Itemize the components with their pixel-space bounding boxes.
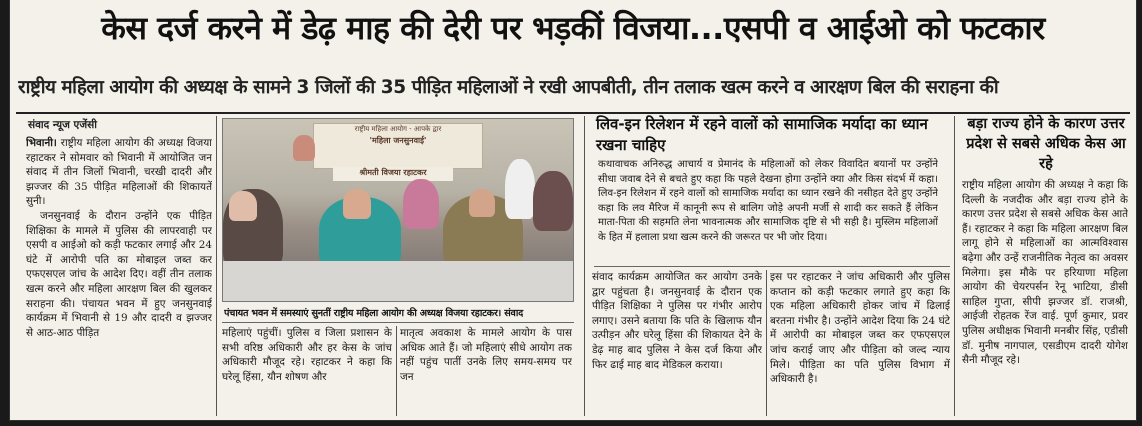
poster-portrait: [293, 135, 315, 161]
column-divider: [216, 116, 217, 416]
newspaper-clipping: [10, 0, 1136, 420]
column-2: महिलाएं पहुंचीं। पुलिस व जिला प्रशासन के सभी वरिष्ठ अधिकारी और हर केस के जांच अधिकारी मौजूद रहे। रहाटकर ने कहा कि घरेलू हिंसा, यौन शोषण और: [222, 327, 392, 383]
speaker-face: [343, 189, 371, 219]
meeting-table: [223, 261, 574, 302]
caption-rule: [222, 322, 574, 323]
photo-banner: [313, 123, 483, 169]
banner-line-1: राष्ट्रीय महिला आयोग - आपके द्वार: [354, 125, 442, 133]
column-3: मातृत्व अवकाश के मामले आयोग के पास अधिक आते हैं। जो महिलाएं सीधे आयोग तक नहीं पहुंच पातीं उनके लिए समय-समय पर जन: [400, 327, 572, 383]
headline: केस दर्ज करने में डेढ़ माह की देरी पर भड़कीं विजया...एसपी व आईओ को फटकार: [101, 9, 1045, 47]
column-1: [26, 136, 212, 418]
photo-caption: पंचायत भवन में समस्याएं सुनतीं राष्ट्रीय महिला आयोग की अध्यक्ष विजया रहाटकर। संवाद: [224, 308, 524, 319]
person-white: [505, 159, 535, 219]
dateline: भिवानी।: [26, 137, 57, 149]
column-divider: [954, 116, 955, 416]
column-4: संवाद कार्यक्रम आयोजित कर आयोग उनके द्वार पहुंचता है। जनसुनवाई के दौरान एक पीड़ित शिक्षिका ने पुलिस पर गंभीर आरोप लगाए। उसने बताया कि पति के खिलाफ यौन उत्पीड़न और घरेलू हिंसा की शिकायत देने के डेढ़ माह बाद पुलिस ने केस दर्ज किया और फिर ढाई माह बाद मेडिकल कराया।: [592, 271, 762, 371]
officer-face: [469, 189, 495, 217]
box-title: लिव-इन रिलेशन में रहने वालों को सामाजिक मर्यादा का ध्यान रखना चाहिए: [596, 115, 928, 154]
event-photo: [222, 118, 574, 302]
top-rule: [16, 112, 1130, 114]
box-body: कथावाचक अनिरुद्ध आचार्य व प्रेमानंद के महिलाओं को लेकर विवादित बयानों पर उन्होंने सीधा जवाब देने से बचते हुए कहा कि पहले देखना होगा उन्होंने क्या और किस संदर्भ में कहा। लिव-इन रिलेशन में रहने वालों को सामाजिक मर्यादा का ध्यान रखने की नसीहत देते हुए उन्होंने कहा कि लव मैरिज में कानूनी रूप से बालिग जोड़े अपनी मर्जी से शादी कर सकते हैं लेकिन माता-पिता की सहमति लेना भावनात्मक और सामाजिक दृष्टि से भी सही है। मुस्लिम महिलाओं के हित में हलाला प्रथा खत्म करने की जरूरत पर भी जोर दिया।: [598, 159, 938, 243]
column-1-para-2: जनसुनवाई के दौरान उन्होंने एक पीड़ित शिक्षिका के मामले में पुलिस की लापरवाही पर एसपी व आईओ को कड़ी फटकार लगाई और 24 घंटे में आरोपी पति का मोबाइल जब्त कर एफएसएल जांच के आदेश दिए। वहीं तीन तलाक खत्म करने और महिला आरक्षण बिल की खुलकर सराहना की। पंचायत भवन में हुए जनसुनवाई कार्यक्रम में भिवानी से 19 और दादरी व झज्जर से आठ-आठ पीड़ित: [26, 209, 212, 339]
right-title: बड़ा राज्य होने के कारण उत्तर प्रदेश से सबसे अधिक केस आ रहे: [966, 116, 1126, 172]
person-pink: [403, 179, 439, 229]
banner-line-2: 'महिला जनसुनवाई': [369, 136, 427, 145]
agency-byline: संवाद न्यूज एजेंसी: [28, 119, 97, 131]
right-body: राष्ट्रीय महिला आयोग की अध्यक्ष ने कहा कि दिल्ली के नजदीक और बड़ा राज्य होने के कारण उत्तर प्रदेश से सबसे अधिक केस आते हैं। रहाटकर ने कहा कि महिला आरक्षण बिल लागू होने से महिलाओं का आत्मविश्वास बढ़ेगा और उन्हें राजनीतिक नेतृत्व का अवसर मिलेगा। इस मौके पर हरियाणा महिला आयोग की चेयरपर्सन रेनू भाटिया, डीसी साहिल गुप्ता, सीपी झज्जर डॉ. राजश्री, आईजी रोहतक रेंज वाई. पूर्ण कुमार, प्रवर पुलिस अधीक्षक भिवानी मनबीर सिंह, एडीसी डॉ. मुनीष नागपाल, एसडीएम दादरी योगेश सैनी मौजूद रहे।: [962, 179, 1128, 367]
column-5: इस पर रहाटकर ने जांच अधिकारी और पुलिस कप्तान को कड़ी फटकार लगाते हुए कहा कि एक महिला अधिकारी होकर जांच में ढिलाई बरतना गंभीर है। उन्होंने आदेश दिया कि 24 घंटे में आरोपी का मोबाइल जब्त कर एफएसएल जांच कराई जाए और पीड़िता को जल्द न्याय मिले। पीड़िता का पति पुलिस विभाग में अधिकारी है।: [770, 271, 950, 386]
person-left-face: [229, 191, 257, 221]
column-divider: [766, 270, 767, 416]
banner-name: श्रीमती विजया रहाटकर: [333, 167, 453, 181]
person-right: [533, 171, 573, 231]
column-divider: [396, 326, 397, 416]
subheadline: राष्ट्रीय महिला आयोग की अध्यक्ष के सामने 3 जिलों की 35 पीड़ित महिलाओं ने रखी आपबीती, तीन तलाक खत्म करने व आरक्षण बिल की सराहना की: [18, 77, 999, 98]
column-divider: [584, 116, 585, 416]
box-rule: [594, 266, 950, 267]
column-1-para-1: राष्ट्रीय महिला आयोग की अध्यक्ष विजया रहाटकर ने सोमवार को भिवानी में आयोजित जन संवाद में तीन जिलों भिवानी, चरखी दादरी और झज्जर की 35 पीड़ित महिलाओं की शिकायतें सुनी।: [26, 137, 212, 208]
